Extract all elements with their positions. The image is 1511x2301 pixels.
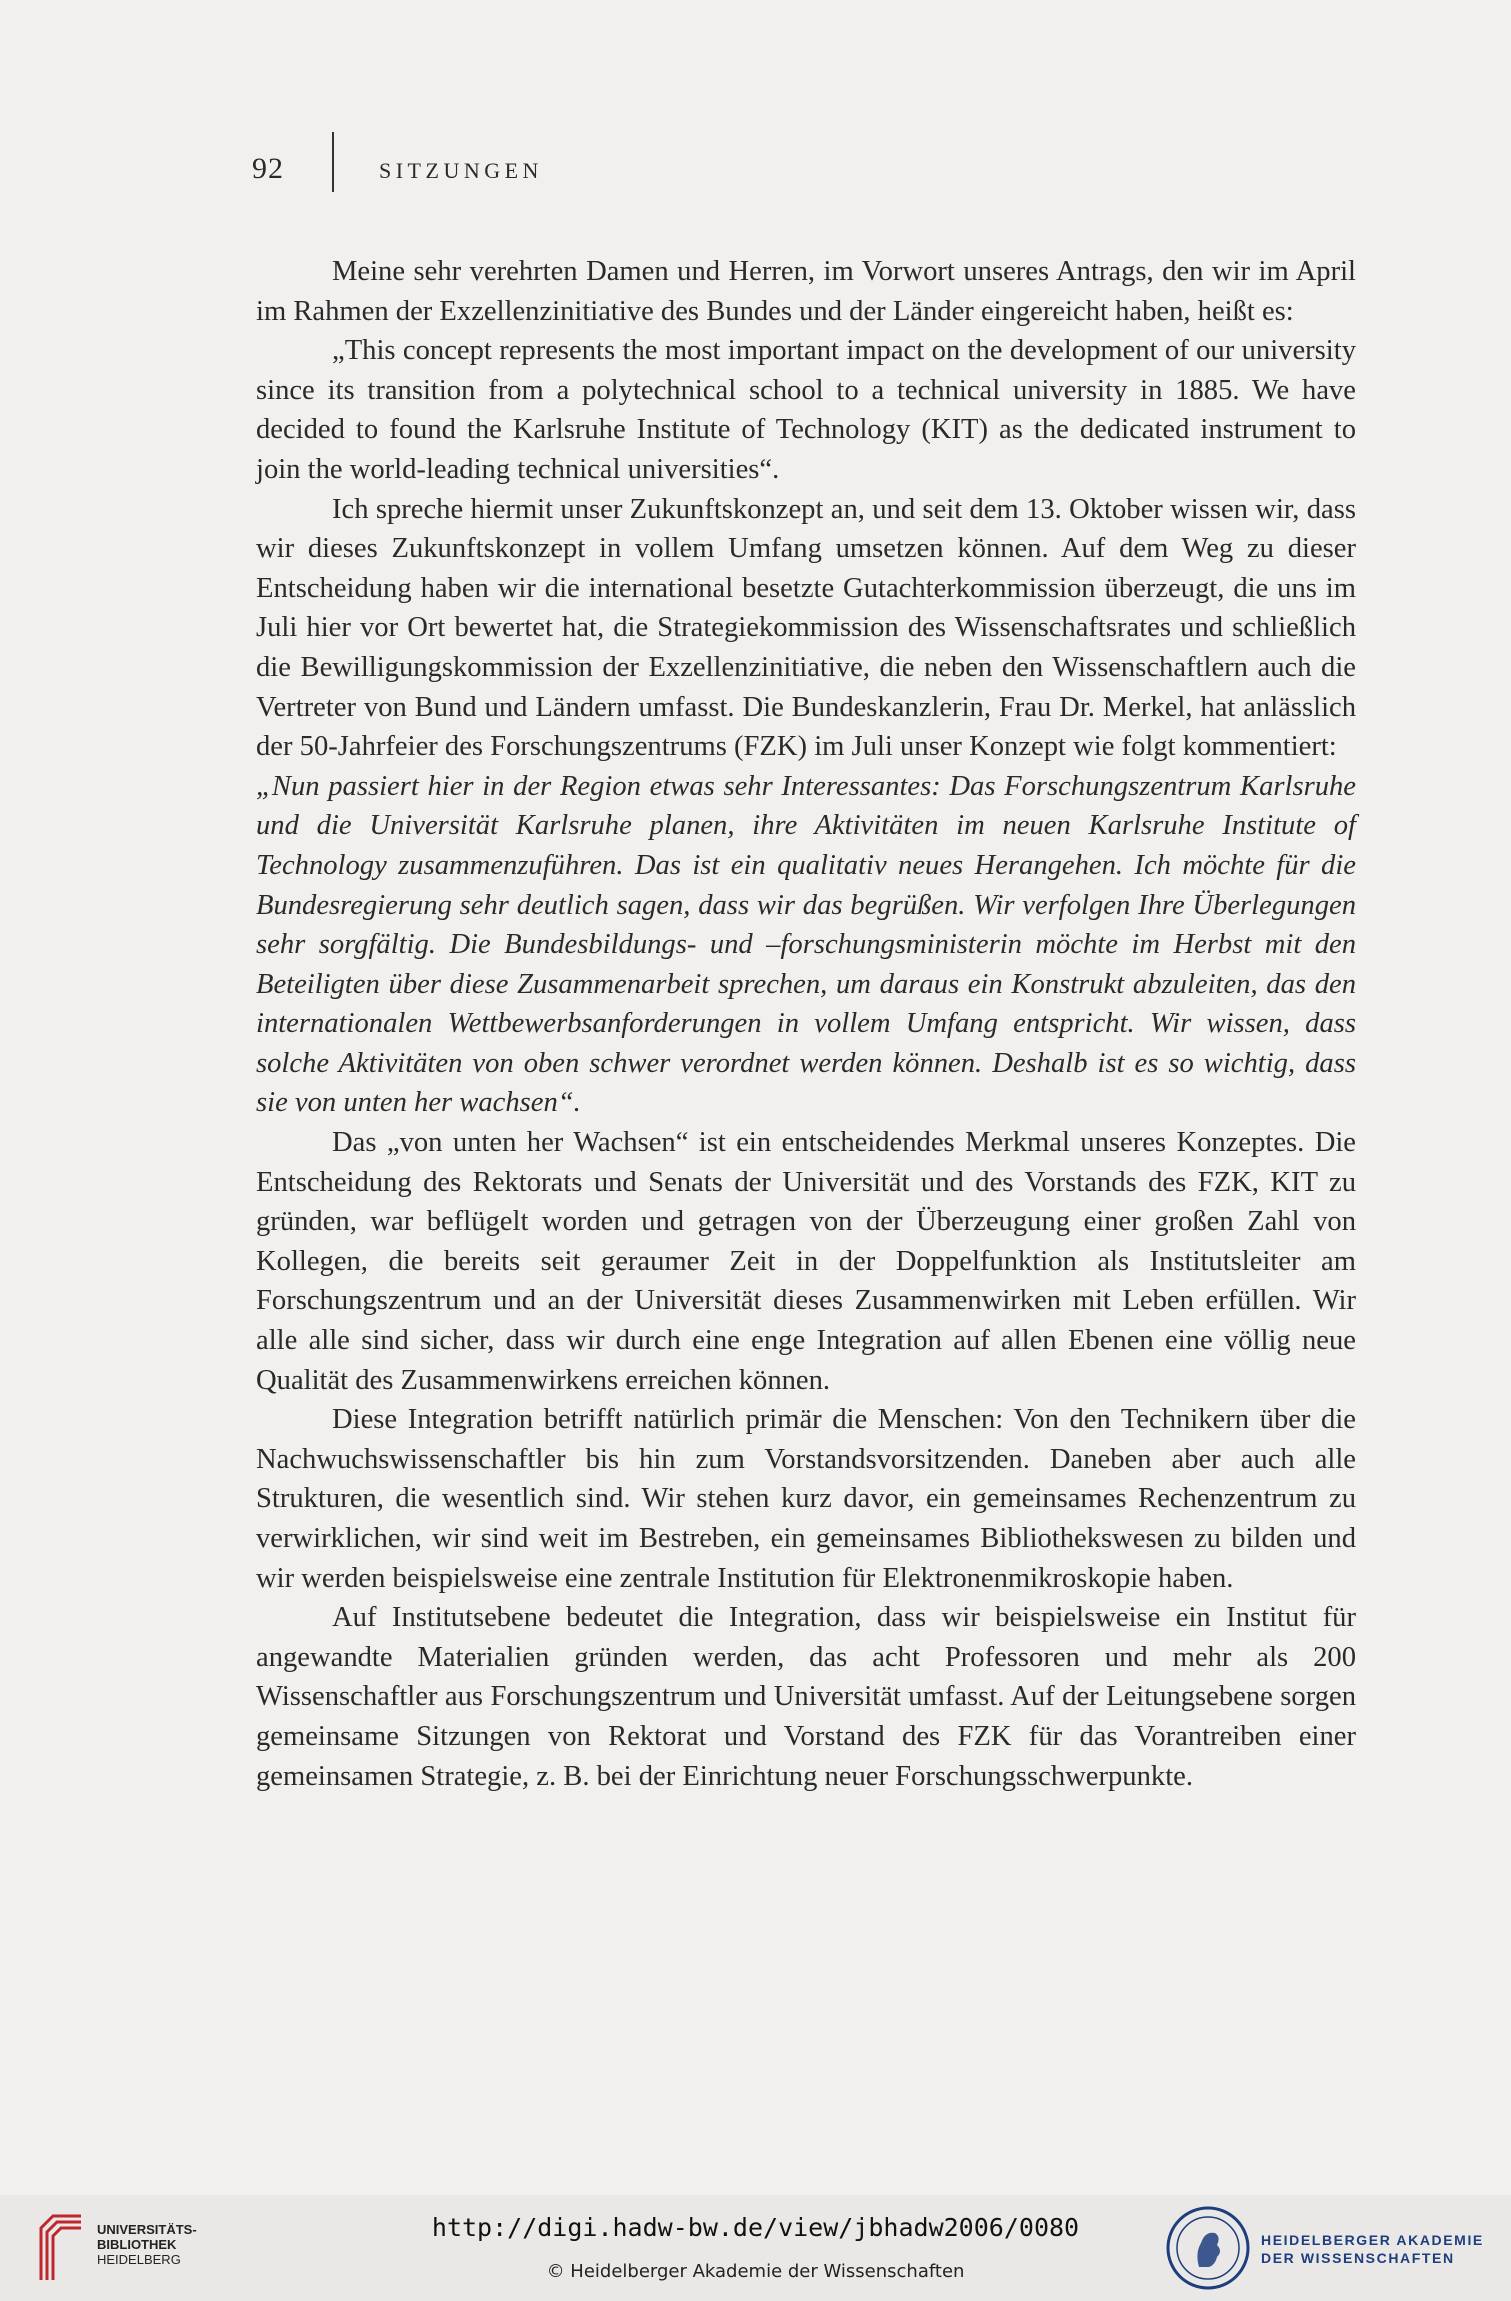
body-text [256, 252, 1356, 1796]
english-quote: „This concept represents the most important impact on the development of our university since its transition from a polytechnical school to a technical university in 1885. We have decided to found the Karlsruhe Institute of Technology (KIT) as the dedicated instrument to join the world-leading technical universities“. [256, 335, 1356, 485]
paragraph: Meine sehr verehrten Damen und Herren, im Vorwort unseres Antrags, den wir im April im Rahmen der Exzellenzinitiative des Bundes und der Länder eingereicht haben, heißt es: [256, 256, 1356, 327]
paragraph: Diese Integration betrifft natürlich primär die Menschen: Von den Technikern über die Nachwuchswissenschaftler bis hin zum Vorstandsvorsitzenden. Daneben aber auch alle Strukturen, die wesentlich sind. Wir stehen kurz davor, ein gemeinsames Rechenzentrum zu verwirklichen, wir sind weit im Bestreben, ein gemeinsames Bibliothekswesen zu bilden und wir werden beispielsweise eine zentrale Institution für Elektronenmikroskopie haben. [256, 1404, 1356, 1594]
copyright-notice: © Heidelberger Akademie der Wissenschaften [546, 2261, 965, 2282]
library-name: UNIVERSITÄTS- BIBLIOTHEK HEIDELBERG [97, 2222, 197, 2267]
merkel-quote: „Nun passiert hier in der Region etwas sehr Interessantes: Das Forschungszentrum Karlsruhe und die Universität Karlsruhe planen, ihre Aktivitäten im neuen Karlsruhe Institute of Technology zusammenzuführen. Das ist ein qualitativ neues Herangehen. Ich möchte für die Bundesregierung sehr deutlich sagen, dass wir das begrüßen. Wir verfolgen Ihre Überlegungen sehr sorgfältig. Die Bundesbildungs- und –forschungsministerin möchte im Herbst mit den Beteiligten über diese Zusammenarbeit sprechen, um daraus ein Konstrukt abzuleiten, das den internationalen Wettbewerbsanforderungen in vollem Umfang entspricht. Wir wissen, dass solche Aktivitäten von oben schwer verordnet werden können. Deshalb ist es so wichtig, dass sie von unten her wachsen“. [256, 770, 1356, 1119]
academy-name: HEIDELBERGER AKADEMIE DER WISSENSCHAFTEN [1261, 2232, 1484, 2266]
paragraph: Das „von unten her Wachsen“ ist ein entscheidendes Merkmal unseres Konzeptes. Die Entscheidung des Rektorats und Senats der Universität und des Vorstands des FZK, KIT zu gründen, war beflügelt worden und getragen von der Überzeugung einer großen Zahl von Kollegen, die bereits seit geraumer Zeit in der Doppelfunktion als Institutsleiter am Forschungszentrum und an der Universität dieses Zusammenwirken mit Leben erfüllen. Wir alle alle sind sicher, dass wir durch eine enge Integration auf allen Ebenen eine völlig neue Qualität des Zusammenwirkens erreichen können. [256, 1127, 1356, 1396]
paragraph: Auf Institutsebene bedeutet die Integration, dass wir beispielsweise ein Institut für angewandte Materialien gründen werden, das acht Professoren und mehr als 200 Wissenschaftler aus Forschungszentrum und Universität umfasst. Auf der Leitungsebene sorgen gemeinsame Sitzungen von Rektorat und Vorstand des FZK für das Vorantreiben einer gemeinsamen Strategie, z. B. bei der Einrichtung neuer Forschungsschwerpunkte. [256, 1602, 1356, 1792]
academy-logo[interactable] [1165, 2205, 1495, 2291]
academy-seal-icon [1165, 2205, 1251, 2291]
permalink-url[interactable]: http://digi.hadw-bw.de/view/jbhadw2006/0080 [431, 2213, 1080, 2242]
header-divider [332, 132, 334, 192]
page-number: 92 [252, 152, 284, 185]
section-title: SITZUNGEN [379, 158, 543, 183]
paragraph: Ich spreche hiermit unser Zukunftskonzept an, und seit dem 13. Oktober wissen wir, dass wir dieses Zukunftskonzept in vollem Umfang umsetzen können. Auf dem Weg zu dieser Entscheidung haben wir die international besetzte Gutachterkommission überzeugt, die uns im Juli hier vor Ort bewertet hat, die Strategiekommission des Wissenschaftsrates und schließlich die Bewilligungskommission der Exzellenzinitiative, die neben den Wissenschaftlern auch die Vertreter von Bund und Ländern umfasst. Die Bundeskanzlerin, Frau Dr. Merkel, hat anlässlich der 50-Jahrfeier des Forschungszentrums (FZK) im Juli unser Konzept wie folgt kommentiert: [256, 493, 1356, 763]
digitization-footer [0, 2195, 1511, 2301]
